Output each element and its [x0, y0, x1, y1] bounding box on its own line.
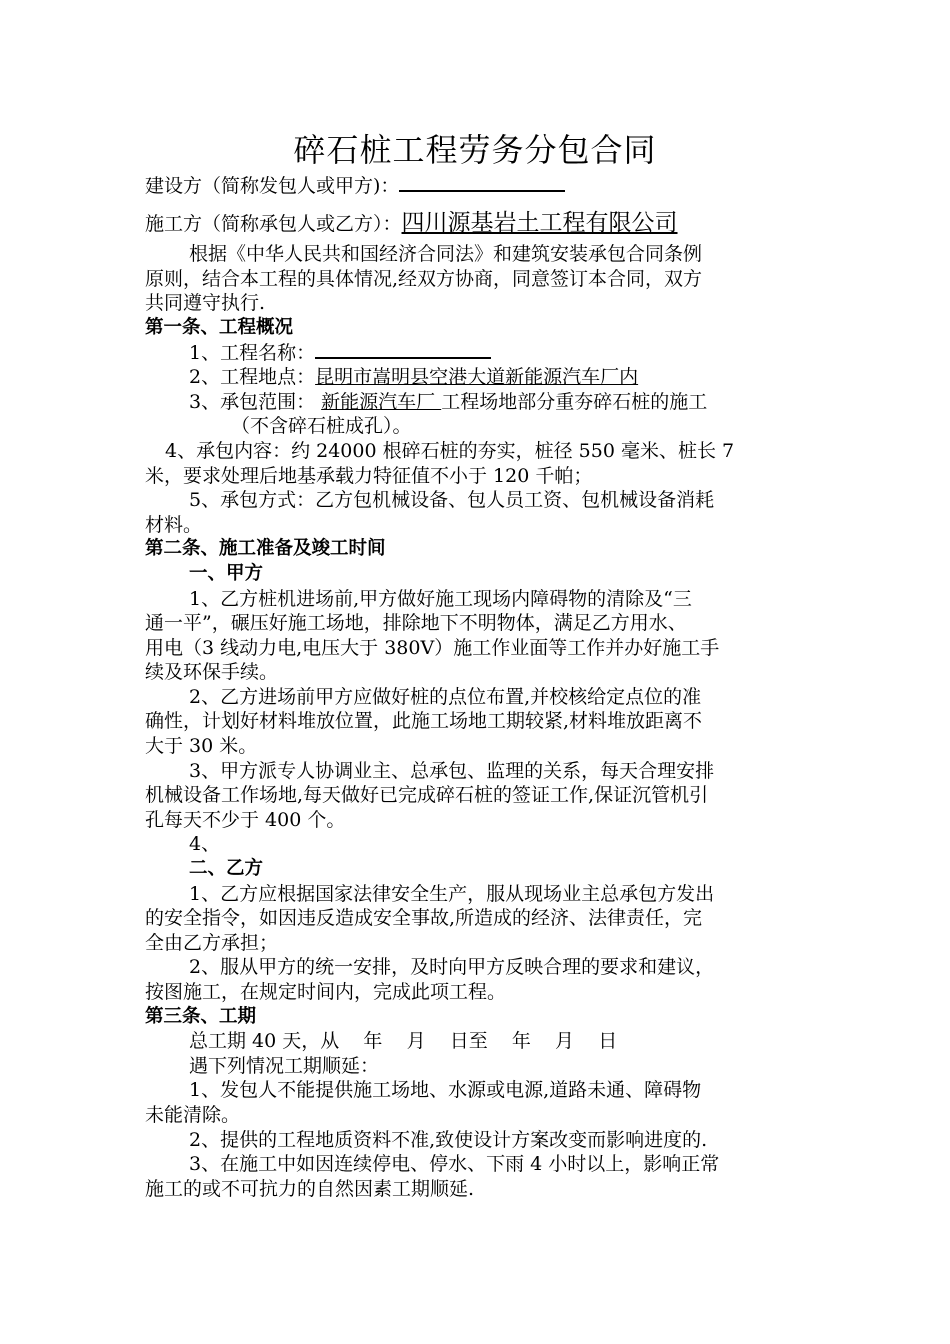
- clause-text: 2、提供的工程地质资料不准,致使设计方案改变而影响进度的.: [189, 1128, 708, 1151]
- contract-content-line: 4、承包内容：约 24000 根碎石桩的夯实，桩径 550 毫米、桩长 7: [165, 439, 735, 462]
- preamble-line: 共同遵守执行.: [145, 292, 266, 315]
- clause-text: 通一平”，碾压好施工场地，排除地下不明物体，满足乙方用水、: [145, 612, 687, 635]
- document-body: [145, 174, 807, 1201]
- project-scope-rest: 工程场地部分重夯碎石桩的施工: [441, 390, 708, 413]
- clause-text: 确性，计划好材料堆放位置，此施工场地工期较紧,材料堆放距离不: [145, 710, 703, 733]
- clause-text: 4、: [189, 833, 221, 856]
- preamble-line: 根据《中华人民共和国经济合同法》和建筑安装承包合同条例: [189, 243, 703, 266]
- contract-mode-line: 材料。: [145, 513, 203, 536]
- project-location-value: 昆明市嵩明县空港大道新能源汽车厂内: [315, 366, 639, 389]
- clause-text: 用电（3 线动力电,电压大于 380V）施工作业面等工作并办好施工手: [145, 636, 720, 659]
- project-scope-line: [145, 390, 807, 415]
- total-period-line: 总工期 40 天，从 年 月 日至 年 月 日: [189, 1030, 618, 1053]
- project-scope-label: 3、承包范围：: [189, 390, 322, 413]
- clause-text: 1、乙方桩机进场前,甲方做好施工现场内障碍物的清除及“三: [189, 587, 692, 610]
- article-2-heading: 第二条、施工准备及竣工时间: [145, 538, 386, 560]
- clause-text: 全由乙方承担；: [145, 931, 279, 954]
- party-b-name: 四川源基岩土工程有限公司: [401, 209, 678, 236]
- project-scope-value: 新能源汽车厂: [321, 390, 442, 413]
- clause-text: 3、在施工中如因连续停电、停水、下雨 4 小时以上，影响正常: [189, 1153, 720, 1176]
- clause-text: 按图施工，在规定时间内，完成此项工程。: [145, 981, 507, 1003]
- clause-text: 2、乙方进场前甲方应做好桩的点位布置,并校核给定点位的准: [189, 685, 702, 708]
- article-3-heading: 第三条、工期: [145, 1005, 257, 1027]
- clause-text: 施工的或不可抗力的自然因素工期顺延.: [145, 1177, 475, 1200]
- delay-intro-line: 遇下列情况工期顺延：: [189, 1054, 380, 1077]
- contract-mode-line: 5、承包方式：乙方包机械设备、包人员工资、包机械设备消耗: [189, 489, 715, 512]
- clause-text: 续及环保手续。: [145, 661, 279, 684]
- document-title: 碎石桩工程劳务分包合同: [293, 131, 657, 169]
- contract-content-line: 米，要求处理后地基承载力特征值不小于 120 千帕；: [145, 464, 593, 487]
- clause-text: 1、发包人不能提供施工场地、水源或电源,道路未通、障碍物: [189, 1079, 702, 1102]
- party-b-label: 施工方（简称承包人或乙方）：: [145, 212, 402, 235]
- clause-text: 大于 30 米。: [145, 735, 258, 758]
- project-name-blank: [315, 341, 491, 359]
- clause-text: 的安全指令，如因违反造成安全事故,所造成的经济、法律责任，完: [145, 907, 703, 930]
- party-a-label: 建设方（简称发包人或甲方)：: [145, 175, 400, 197]
- party-b-subheading: 二、乙方: [189, 858, 264, 880]
- clause-text: 3、甲方派专人协调业主、总承包、监理的关系，每天合理安排: [189, 759, 715, 782]
- project-location-line: [145, 365, 807, 390]
- party-a-line: [145, 174, 807, 199]
- party-a-blank: [399, 174, 565, 192]
- project-location-label: 2、工程地点：: [189, 366, 316, 389]
- clause-text: 1、乙方应根据国家法律安全生产，服从现场业主总承包方发出: [189, 882, 715, 905]
- preamble-line: 原则，结合本工程的具体情况,经双方协商，同意签订本合同，双方: [145, 267, 703, 290]
- project-scope-line-2: （不含碎石桩成孔）。: [231, 415, 412, 438]
- party-a-subheading: 一、甲方: [189, 562, 264, 584]
- clause-text: 机械设备工作场地,每天做好已完成碎石桩的签证工作,保证沉管机引: [145, 784, 709, 807]
- clause-text: 孔每天不少于 400 个。: [145, 808, 346, 831]
- project-name-label: 1、工程名称：: [189, 341, 316, 364]
- project-name-line: [145, 341, 807, 366]
- clause-text: 2、服从甲方的统一安排，及时向甲方反映合理的要求和建议，: [189, 956, 715, 979]
- clause-text: 未能清除。: [145, 1103, 241, 1126]
- party-b-line: [145, 211, 807, 237]
- article-1-heading: 第一条、工程概况: [145, 316, 294, 338]
